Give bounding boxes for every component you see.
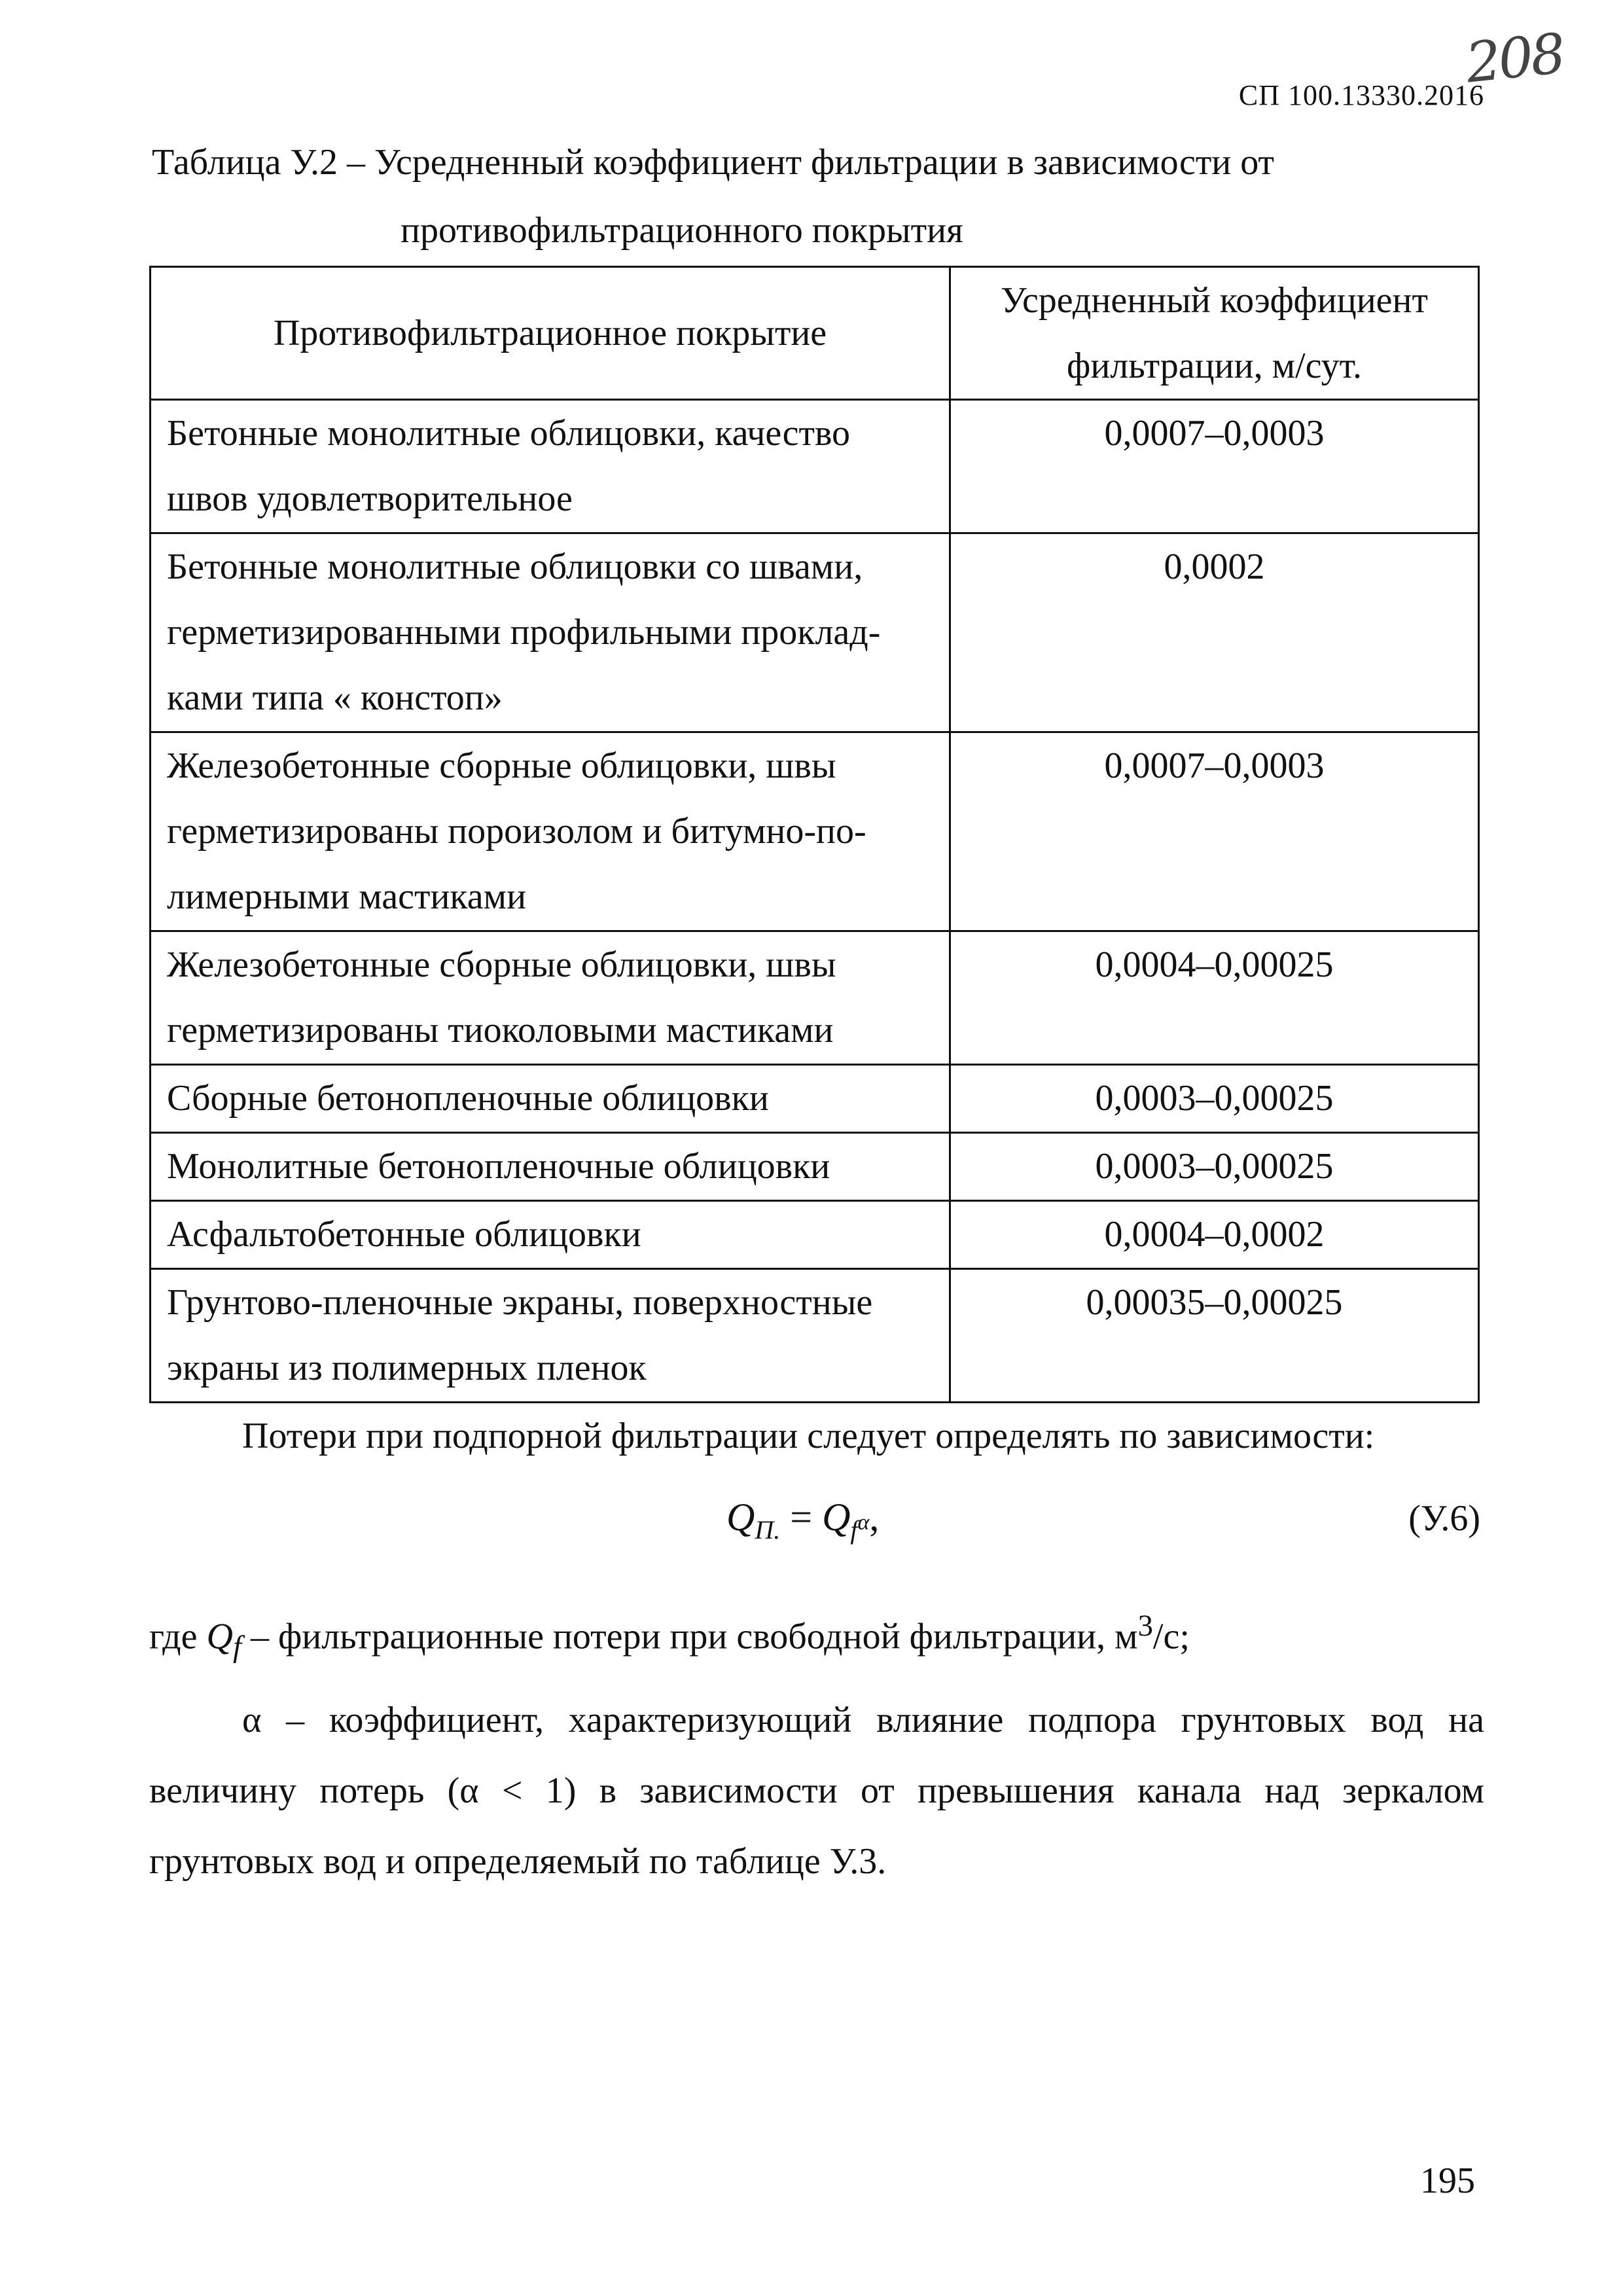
handwritten-page-number: 208 bbox=[1463, 21, 1567, 96]
coating-cell: Сборные бетонопленочные облицовки bbox=[151, 1065, 950, 1133]
column-header-coefficient: Усредненный коэффициент фильтрации, м/сут. bbox=[950, 267, 1479, 400]
coating-cell: Бетонные монолитные облицовки со швами, герметизированными профильными проклад-ками типа « констоп» bbox=[151, 533, 950, 732]
table-caption-line-2: противофильтрационного покрытия bbox=[401, 210, 963, 251]
coefficient-cell: 0,0003–0,00025 bbox=[950, 1133, 1479, 1201]
where-symbol-subscript: f bbox=[232, 1629, 241, 1664]
coefficient-cell: 0,0007–0,0003 bbox=[950, 732, 1479, 931]
coating-cell: Грунтово-пленочные экраны, поверхностные экраны из полимерных пленок bbox=[151, 1269, 950, 1403]
table-row bbox=[151, 732, 1479, 931]
page-number: 195 bbox=[1420, 2161, 1475, 2201]
table-header-row bbox=[151, 267, 1479, 400]
intro-paragraph: Потери при подпорной фильтрации следует определять по зависимости: bbox=[242, 1416, 1375, 1456]
table-caption bbox=[152, 128, 1487, 264]
table-row bbox=[151, 1269, 1479, 1403]
alpha-condition: α < 1 bbox=[459, 1770, 564, 1811]
coating-cell: Асфальтобетонные облицовки bbox=[151, 1201, 950, 1269]
table-row bbox=[151, 533, 1479, 732]
formula-rhs: Q bbox=[822, 1496, 851, 1539]
alpha-paragraph bbox=[149, 1685, 1484, 1897]
where-unit-superscript: 3 bbox=[1137, 1609, 1153, 1643]
table-row bbox=[151, 400, 1479, 533]
alpha-definition-part-1: – коэффициент, характеризующий влияние подпора грунтовых вод на величину потерь ( bbox=[149, 1700, 1484, 1811]
where-prefix: где bbox=[149, 1616, 198, 1657]
where-symbol: Q bbox=[206, 1616, 233, 1657]
equation-number: (У.6) bbox=[1408, 1498, 1480, 1539]
coating-cell: Монолитные бетонопленочные облицовки bbox=[151, 1133, 950, 1201]
coefficient-cell: 0,0007–0,0003 bbox=[950, 400, 1479, 533]
alpha-definition-part-2: ) в зависимости от превышения канала над зеркалом грунтовых вод и определяемый по таблице У.3. bbox=[149, 1770, 1485, 1882]
formula-equals: = bbox=[790, 1496, 813, 1539]
coating-cell: Железобетонные сборные облицовки, швы герметизированы тиоколовыми мастиками bbox=[151, 931, 950, 1065]
coefficient-cell: 0,0004–0,0002 bbox=[950, 1201, 1479, 1269]
formula-rhs-subscript: fα bbox=[850, 1510, 870, 1545]
coefficient-cell: 0,0002 bbox=[950, 533, 1479, 732]
where-unit-tail: /с; bbox=[1152, 1616, 1190, 1657]
where-definition: – фильтрационные потери при свободной фильтрации, м bbox=[241, 1616, 1138, 1657]
document-code: СП 100.13330.2016 bbox=[1238, 79, 1484, 111]
where-paragraph bbox=[149, 1590, 1484, 1682]
coating-cell: Железобетонные сборные облицовки, швы герметизированы пороизолом и битумно-по-лимерными мастиками bbox=[151, 732, 950, 931]
formula-rhs-superscript: α bbox=[857, 1510, 870, 1535]
table-row bbox=[151, 1065, 1479, 1133]
coefficient-cell: 0,0003–0,00025 bbox=[950, 1065, 1479, 1133]
table-row bbox=[151, 931, 1479, 1065]
formula-u6 bbox=[726, 1495, 879, 1545]
coefficient-cell: 0,00035–0,00025 bbox=[950, 1269, 1479, 1403]
coefficient-cell: 0,0004–0,00025 bbox=[950, 931, 1479, 1065]
coating-cell: Бетонные монолитные облицовки, качество швов удовлетворительное bbox=[151, 400, 950, 533]
formula-comma: , bbox=[869, 1496, 880, 1539]
table-caption-line-1: Таблица У.2 – Усредненный коэффициент фильтрации в зависимости от bbox=[152, 142, 1274, 183]
formula-lhs: Q bbox=[726, 1496, 755, 1539]
table-row bbox=[151, 1133, 1479, 1201]
filtration-coefficient-table bbox=[149, 266, 1480, 1403]
table-row bbox=[151, 1201, 1479, 1269]
alpha-symbol: α bbox=[242, 1700, 262, 1740]
column-header-coating: Противофильтрационное покрытие bbox=[151, 267, 950, 400]
formula-lhs-subscript: П. bbox=[755, 1515, 781, 1545]
